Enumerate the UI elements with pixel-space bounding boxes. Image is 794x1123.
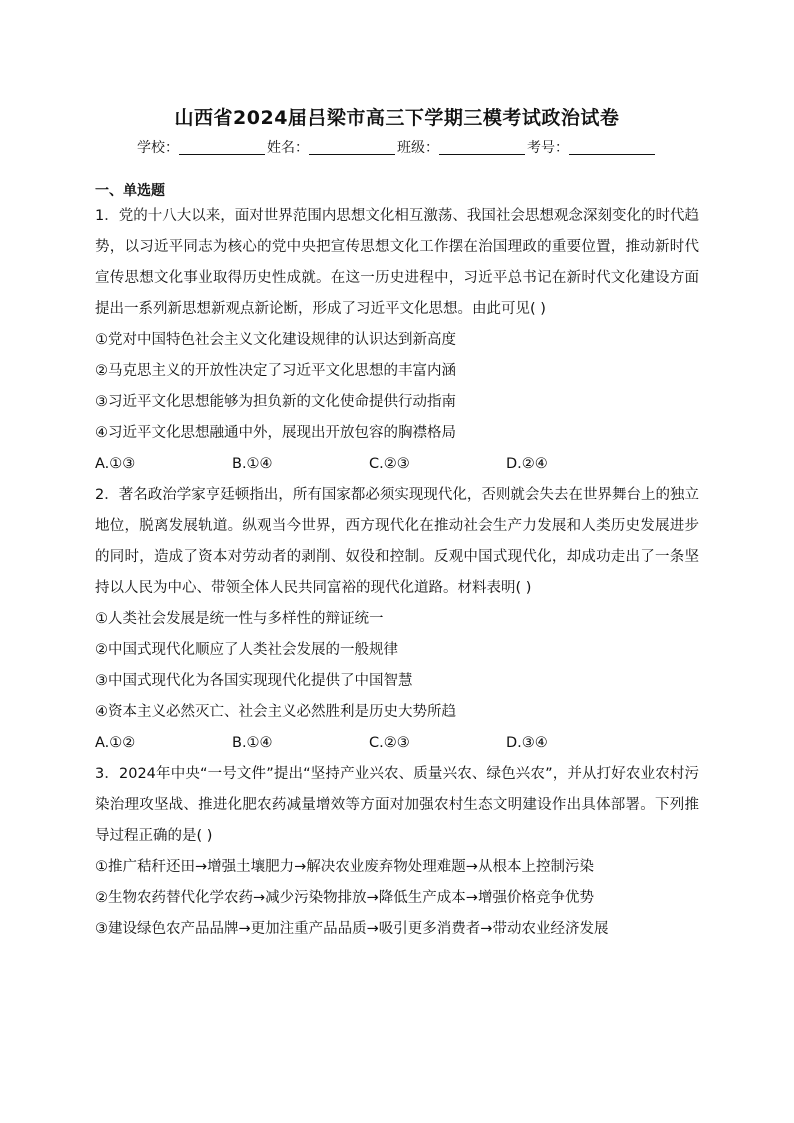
question-2 [95, 480, 699, 759]
statement-option: ①党对中国特色社会主义文化建设规律的认识达到新高度 [95, 332, 456, 348]
exam-number-label: 考号： [527, 140, 569, 156]
answer-choices [95, 728, 699, 759]
school-blank [179, 140, 265, 155]
statement-option: ③中国式现代化为各国实现现代化提供了中国智慧 [95, 673, 413, 689]
question-stem: 1．党的十八大以来，面对世界范围内思想文化相互激荡、我国社会思想观念深刻变化的时代趋势，以习近平同志为核心的党中央把宣传思想文化工作摆在治国理政的重要位置，推动新时代宣传思想文化事业取得历史性成就。在这一历史进程中，习近平总书记在新时代文化建设方面提出一系列新思想新观点新论断，形成了习近平文化思想。由此可见( ) [95, 208, 699, 317]
choice-d: D.②④ [506, 456, 548, 472]
statement-option: ①推广秸秆还田→增强土壤肥力→解决农业废弃物处理难题→从根本上控制污染 [95, 859, 594, 875]
question-stem: 3．2024年中央“一号文件”提出“坚持产业兴农、质量兴农、绿色兴农”，并从打好农业农村污染治理攻坚战、推进化肥农药减量增效等方面对加强农村生态文明建设作出具体部署。下列推导过程正确的是( ) [95, 766, 699, 844]
student-info-line [0, 137, 794, 157]
school-label: 学校： [137, 140, 179, 156]
question-1 [95, 201, 699, 480]
statement-option: ④习近平文化思想融通中外，展现出开放包容的胸襟格局 [95, 425, 456, 441]
statement-option: ①人类社会发展是统一性与多样性的辩证统一 [95, 611, 384, 627]
statement-option: ②中国式现代化顺应了人类社会发展的一般规律 [95, 642, 398, 658]
answer-choices [95, 449, 699, 480]
choice-d: D.③④ [506, 735, 548, 751]
class-label: 班级： [397, 140, 439, 156]
name-blank [309, 140, 395, 155]
choice-a: A.①② [95, 735, 136, 751]
section-heading: 一、单选题 [95, 183, 165, 199]
choice-a: A.①③ [95, 456, 136, 472]
choice-c: C.②③ [369, 735, 410, 751]
name-label: 姓名： [267, 140, 309, 156]
choice-b: B.①④ [232, 735, 273, 751]
statement-option: ②生物农药替代化学农药→减少污染物排放→降低生产成本→增强价格竞争优势 [95, 890, 594, 906]
exam-title: 山西省2024届吕梁市高三下学期三模考试政治试卷 [174, 107, 620, 129]
statement-option: ④资本主义必然灭亡、社会主义必然胜利是历史大势所趋 [95, 704, 456, 720]
choice-c: C.②③ [369, 456, 410, 472]
statement-option: ③建设绿色农产品品牌→更加注重产品品质→吸引更多消费者→带动农业经济发展 [95, 921, 609, 937]
question-list [95, 201, 699, 945]
exam-number-blank [569, 140, 655, 155]
choice-b: B.①④ [232, 456, 273, 472]
statement-option: ②马克思主义的开放性决定了习近平文化思想的丰富内涵 [95, 363, 456, 379]
question-stem: 2．著名政治学家亨廷顿指出，所有国家都必须实现现代化，否则就会失去在世界舞台上的独立地位，脱离发展轨道。纵观当今世界，西方现代化在推动社会生产力发展和人类历史发展进步的同时，造成了资本对劳动者的剥削、奴役和控制。反观中国式现代化，却成功走出了一条坚持以人民为中心、带领全体人民共同富裕的现代化道路。材料表明( ) [95, 487, 699, 596]
statement-option: ③习近平文化思想能够为担负新的文化使命提供行动指南 [95, 394, 456, 410]
question-3 [95, 759, 699, 945]
class-blank [439, 140, 525, 155]
